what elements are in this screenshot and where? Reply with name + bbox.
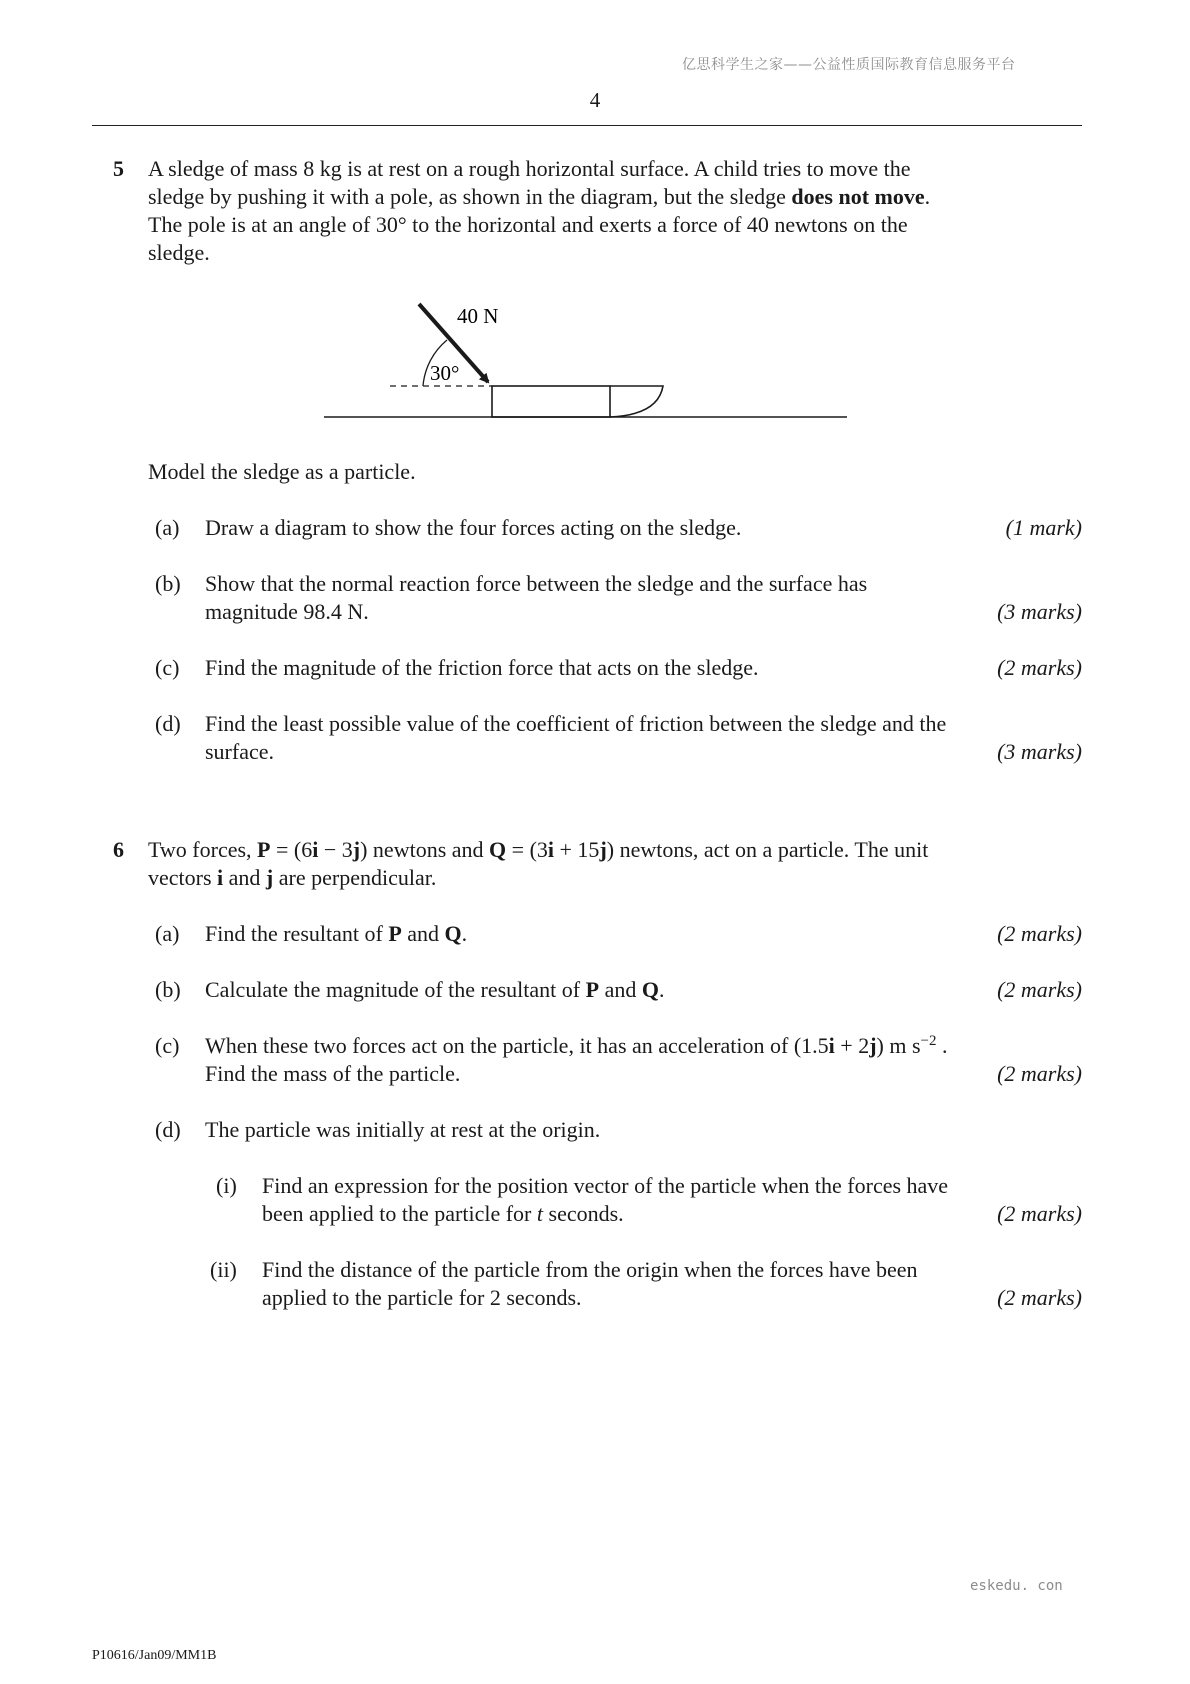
q6dii-label: (ii)	[210, 1257, 237, 1282]
q6dii-text-line-1: Find the distance of the particle from the origin when the forces have been	[262, 1257, 918, 1282]
sledge-runner-curve	[610, 386, 663, 417]
q5d-text-line-1: Find the least possible value of the coefficient of friction between the sledge and the	[205, 711, 947, 736]
q6a-marks: (2 marks)	[997, 921, 1082, 946]
q5-intro-line-1: A sledge of mass 8 kg is at rest on a rough horizontal surface. A child tries to move the	[148, 156, 911, 181]
q6d-label: (d)	[155, 1117, 181, 1142]
q6di-label: (i)	[216, 1173, 237, 1198]
q5b-text-line-1: Show that the normal reaction force between the sledge and the surface has	[205, 571, 868, 596]
question-5-number: 5	[113, 156, 124, 181]
q6c-text-line-2: Find the mass of the particle.	[205, 1061, 461, 1086]
q5c-text: Find the magnitude of the friction force that acts on the sledge.	[205, 655, 759, 680]
q5a-label: (a)	[155, 515, 180, 540]
q6di-text-line-2: been applied to the particle for t seconds.	[262, 1201, 624, 1226]
angle-label: 30°	[430, 361, 460, 385]
question-6-number: 6	[113, 837, 124, 862]
q5c-marks: (2 marks)	[997, 655, 1082, 680]
q6d-text: The particle was initially at rest at the origin.	[205, 1117, 601, 1142]
header-rule	[92, 125, 1082, 126]
sledge-body	[492, 386, 610, 417]
q6a-label: (a)	[155, 921, 180, 946]
q6di-marks: (2 marks)	[997, 1201, 1082, 1226]
q6dii-marks: (2 marks)	[997, 1285, 1082, 1310]
paper-code: P10616/Jan09/MM1B	[92, 1648, 217, 1663]
q5d-label: (d)	[155, 711, 181, 736]
q5a-text: Draw a diagram to show the four forces acting on the sledge.	[205, 515, 742, 540]
q6di-text-line-1: Find an expression for the position vector of the particle when the forces have	[262, 1173, 949, 1198]
q5b-text-line-2: magnitude 98.4 N.	[205, 599, 369, 624]
q6dii-text-line-2: applied to the particle for 2 seconds.	[262, 1285, 582, 1310]
q6b-text: Calculate the magnitude of the resultant of P and Q.	[205, 977, 665, 1002]
force-label: 40 N	[457, 304, 499, 328]
page-number: 4	[589, 88, 601, 112]
q6a-text: Find the resultant of P and Q.	[205, 921, 468, 946]
q5b-marks: (3 marks)	[997, 599, 1082, 624]
q6c-text-line-1: When these two forces act on the particle, it has an acceleration of (1.5i + 2j) m $s^{-2}$ .	[205, 1033, 948, 1058]
q5a-marks: (1 mark)	[1005, 515, 1082, 540]
q6b-label: (b)	[155, 977, 181, 1002]
q5-model-statement: Model the sledge as a particle.	[148, 459, 416, 484]
sledge-diagram	[320, 296, 860, 426]
q5d-text-line-2: surface.	[205, 739, 275, 764]
q5d-marks: (3 marks)	[997, 739, 1082, 764]
q5-intro-line-3: The pole is at an angle of 30° to the horizontal and exerts a force of 40 newtons on the	[148, 212, 908, 237]
q6-intro-line-1: Two forces, P = (6i − 3j) newtons and Q = (3i + 15j) newtons, act on a particle. The unit	[148, 837, 929, 862]
q6c-label: (c)	[155, 1033, 180, 1058]
q6b-marks: (2 marks)	[997, 977, 1082, 1002]
q5-intro-line-4: sledge.	[148, 240, 210, 265]
watermark-footer: eskedu. con	[970, 1578, 1063, 1594]
watermark-header: 亿思科学生之家——公益性质国际教育信息服务平台	[682, 57, 1016, 73]
q6-intro-line-2: vectors i and j are perpendicular.	[148, 865, 437, 890]
q5c-label: (c)	[155, 655, 180, 680]
q5b-label: (b)	[155, 571, 181, 596]
q6c-marks: (2 marks)	[997, 1061, 1082, 1086]
q5-intro-line-2: sledge by pushing it with a pole, as shown in the diagram, but the sledge does not move.	[148, 184, 931, 209]
